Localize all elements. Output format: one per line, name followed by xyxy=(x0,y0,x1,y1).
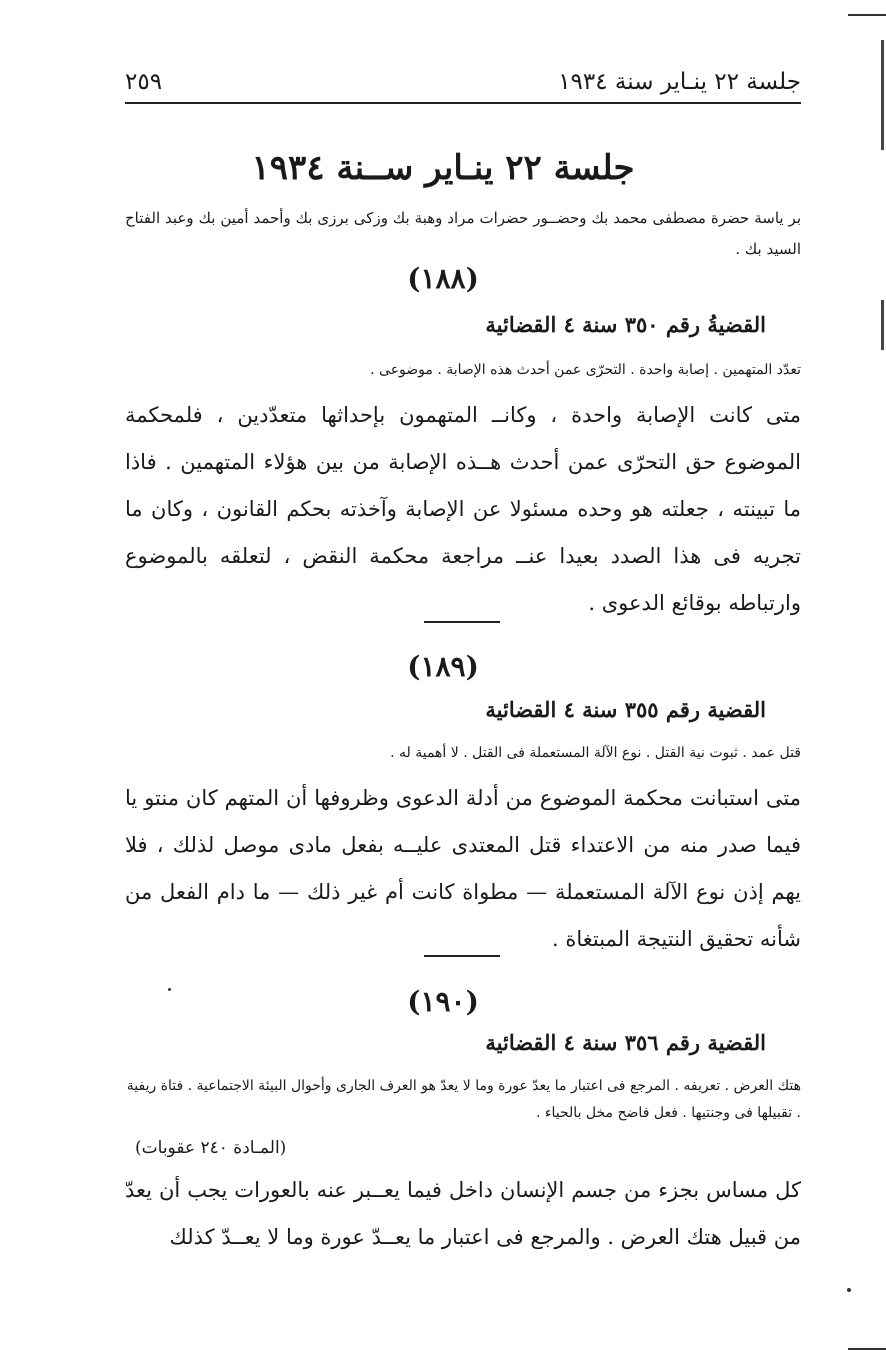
section-divider xyxy=(424,621,500,623)
presidency-line: بر ياسة حضرة مصطفى محمد بك وحضــور حضرات مراد وهبة بك وزكى برزى بك وأحمد أمين بك وعبد الفتاح السيد بك . xyxy=(125,209,801,258)
scan-edge-mark xyxy=(881,40,884,150)
scan-edge-mark xyxy=(881,300,884,350)
page-number: ٢٥٩ xyxy=(125,69,163,95)
scan-dot xyxy=(847,1288,851,1292)
section-body-190: كل مساس بجزء من جسم الإنسان داخل فيما يعــبر عنه بالعورات يجب أن يعدّ من قبيل هتك العرض . والمرجع فى اعتبار ما يعــدّ عورة وما لا يعــدّ كذلك xyxy=(125,1178,801,1249)
article-reference: (المـادة ٢٤٠ عقوبات) xyxy=(135,1138,287,1158)
section-divider xyxy=(424,955,500,957)
running-title: جلسة ٢٢ ينـاير سنة ١٩٣٤ xyxy=(558,69,801,95)
keywords-190: هتك العرض . تعريفه . المرجع فى اعتبار ما يعدّ عورة وما لا يعدّ هو العرف الجارى وأحوال البيئة الاجتماعية . فتاة ريفية . تقبيلها فى وجنتيها . فعل فاضح مخل بالحياء . xyxy=(126,1078,801,1121)
scan-dot xyxy=(168,988,171,991)
keywords-188: تعدّد المتهمين . إصابة واحدة . التحرّى عمن أحدث هذه الإصابة . موضوعى . xyxy=(370,362,801,378)
section-number-189: (١٨٩) xyxy=(407,650,479,683)
keywords-189: قتل عمد . ثبوت نية القتل . نوع الآلة المستعملة فى القتل . لا أهمية له . xyxy=(390,745,801,761)
section-body-188: متى كانت الإصابة واحدة ، وكانــ المتهمون بإحداثها متعدّدين ، فلمحكمة الموضوع حق التحرّى عمن أحدث هــذه الإصابة من بين هؤلاء المتهمين . فاذا ما تبينته ، جعلته هو وحده مسئولا عن الإصابة وآخذته بحكم القانون ، وكان ما تجريه فى هذا الصدد بعيدا عنــ مراجعة محكمة النقض ، لتعلقه بالموضوع وارتباطه بوقائع الدعوى . xyxy=(125,403,801,615)
section-body-189: متى استبانت محكمة الموضوع من أدلة الدعوى وظروفها أن المتهم كان منتو يا فيما صدر منه من الاعتداء قتل المعتدى عليــه بفعل مادى موصل لذلك ، فلا يهم إذن نوع الآلة المستعملة — مطواة كانت أم غير ذلك — ما دام الفعل من شأنه تحقيق النتيجة المبتغاة . xyxy=(125,786,801,951)
case-reference-190: القضية رقم ٣٥٦ سنة ٤ القضائية xyxy=(485,1030,766,1055)
scan-edge-line xyxy=(848,1348,886,1350)
scan-edge-line xyxy=(848,14,886,16)
page-header xyxy=(125,62,801,104)
session-title: جلسة ٢٢ ينـاير ســنة ١٩٣٤ xyxy=(251,148,635,188)
case-reference-189: القضية رقم ٣٥٥ سنة ٤ القضائية xyxy=(485,697,766,722)
section-number-190: (١٩٠) xyxy=(407,985,479,1018)
case-reference-188: القضيةُ رقم ٣٥٠ سنة ٤ القضائية xyxy=(485,312,766,337)
section-number-188: (١٨٨) xyxy=(407,262,479,295)
